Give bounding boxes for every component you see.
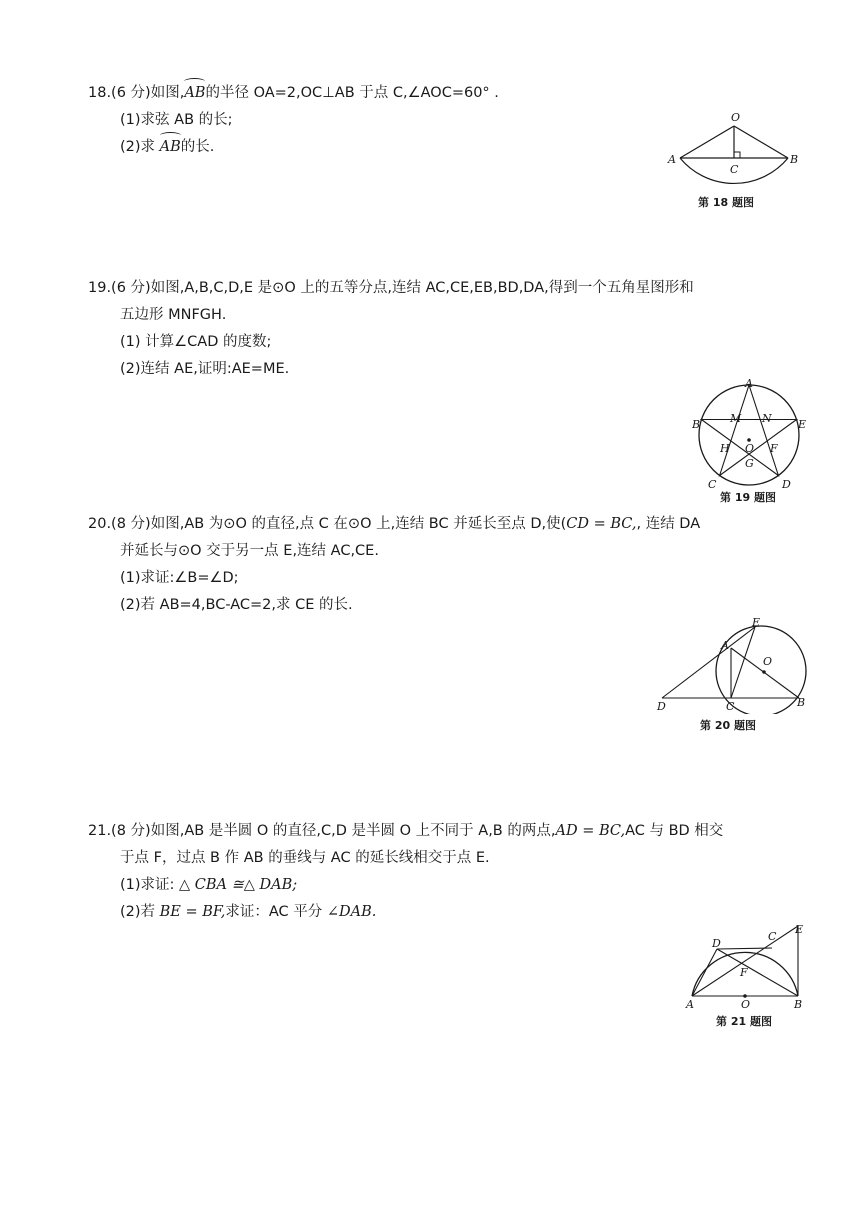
problem-21-question-1: (1)求证: △ CBA ≅△ DAB; (120, 877, 298, 893)
problem-21-question-2: (2)若 BE = BF,求证：AC 平分 ∠DAB. (120, 904, 377, 920)
figure-19 (692, 378, 808, 504)
problem-19-question-1: (1) 计算∠CAD 的度数; (120, 334, 272, 350)
point-label-o: O (763, 655, 773, 668)
figure-21-diagram (680, 920, 812, 1012)
problem-20-statement-line-1: 20.(8 分)如图,AB 为⊙O 的直径,点 C 在⊙O 上,连结 BC 并延长至点 D,使(CD = BC,, 连结 DA (88, 516, 701, 532)
point-label-e: E (752, 618, 761, 629)
problem-21-statement-line-1: 21.(8 分)如图,AB 是半圆 O 的直径,C,D 是半圆 O 上不同于 A,B 的两点,AD = BC,AC 与 BD 相交 (88, 823, 724, 839)
point-label-c: C (730, 163, 739, 176)
problem-18-question-1: (1)求弦 AB 的长; (120, 112, 233, 128)
problem-19-statement-line-2: 五边形 MNFGH. (120, 307, 227, 323)
point-label-c: C (768, 930, 777, 943)
math-be-equals-bf: BE = BF, (159, 904, 226, 920)
problem-20-question-1: (1)求证:∠B=∠D; (120, 570, 239, 586)
point-label-o: O (731, 111, 741, 124)
figure-18-diagram (664, 108, 804, 198)
point-label-b: B (794, 998, 803, 1011)
point-label-a: A (745, 378, 753, 390)
point-label-a: A (668, 153, 676, 166)
point-label-g: G (745, 457, 754, 470)
point-label-a: A (721, 639, 729, 652)
point-label-n: N (762, 412, 772, 425)
arc-ab-symbol: AB (184, 80, 205, 107)
problem-20-question-2: (2)若 AB=4,BC-AC=2,求 CE 的长. (120, 597, 353, 613)
figure-18-caption: 第 18 题图 (698, 196, 754, 209)
point-label-f: F (740, 966, 748, 979)
math-triangle-congruence: △ CBA ≅△ DAB; (179, 877, 298, 893)
point-label-e: E (795, 923, 804, 936)
problem-19-question-2: (2)连结 AE,证明:AE=ME. (120, 361, 290, 377)
math-angle-dab: ∠DAB. (326, 904, 377, 920)
point-label-o: O (745, 442, 755, 455)
figure-20-caption: 第 20 题图 (700, 719, 756, 732)
problem-19-statement-line-1: 19.(6 分)如图,A,B,C,D,E 是⊙O 上的五等分点,连结 AC,CE,EB,BD,DA,得到一个五角星图形和 (88, 280, 694, 296)
point-label-c: C (726, 700, 735, 713)
point-label-a: A (686, 998, 694, 1011)
problem-18-question-2: (2)求 AB的长. (88, 134, 808, 161)
point-label-b: B (692, 418, 701, 431)
point-label-b: B (797, 696, 806, 709)
point-label-m: M (730, 412, 742, 425)
problem-21 (88, 818, 808, 926)
figure-21-caption: 第 21 题图 (716, 1015, 772, 1028)
figure-18 (664, 108, 804, 209)
figure-20 (652, 618, 812, 732)
point-label-c: C (708, 478, 717, 490)
point-label-b: B (790, 153, 799, 166)
figure-19-caption: 第 19 题图 (720, 491, 776, 504)
math-cd-equals-bc: CD = BC, (566, 516, 637, 532)
point-label-e: E (798, 418, 807, 431)
point-label-d: D (712, 937, 721, 950)
point-label-f: F (770, 442, 778, 455)
figure-20-diagram (652, 618, 812, 714)
point-label-o: O (741, 998, 751, 1011)
problem-20-statement-line-2: 并延长与⊙O 交于另一点 E,连结 AC,CE. (120, 543, 379, 559)
math-ad-equals-bc: AD = BC, (555, 823, 626, 839)
point-label-d: D (657, 700, 666, 713)
arc-ab-symbol: AB (160, 134, 181, 161)
problem-18-statement: 18.(6 分)如图,AB的半径 OA=2,OC⊥AB 于点 C,∠AOC=60° . (88, 80, 808, 107)
problem-21-statement-line-2: 于点 F，过点 B 作 AB 的垂线与 AC 的延长线相交于点 E. (120, 850, 490, 866)
figure-19-diagram (692, 378, 808, 490)
point-label-d: D (782, 478, 791, 490)
problem-19 (88, 275, 808, 383)
problem-20 (88, 511, 808, 619)
figure-21 (680, 920, 812, 1028)
point-label-h: H (720, 442, 730, 455)
